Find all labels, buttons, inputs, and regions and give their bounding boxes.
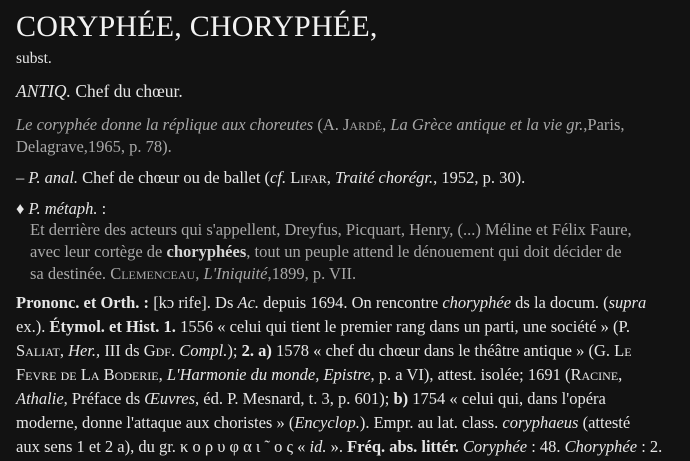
abbrev: Gdf. (143, 341, 176, 360)
author: Le (614, 341, 632, 360)
latin-term: coryphaeus (502, 413, 579, 432)
abbrev: supra (608, 293, 647, 312)
work-title: Œuvres (144, 389, 195, 408)
work-title: L'Harmonie du monde, Epistre (166, 365, 371, 384)
text: ); (227, 341, 242, 360)
text: III ds (100, 341, 144, 360)
work-title: Athalie (16, 389, 64, 408)
example-line-1 (16, 114, 625, 136)
section-label: Étymol. et Hist. 1. (49, 317, 176, 336)
etym-line-2 (16, 316, 630, 338)
text: , p. a VI), attest. isolée; 1691 ( (370, 365, 571, 384)
work-title: Her., (68, 341, 101, 360)
quote-text: , tout un peuple attend le dénouement qui doit décider de (246, 242, 622, 261)
sep: , (382, 115, 391, 134)
text: , éd. P. Mesnard, t. 3, p. 601); (195, 389, 394, 408)
section-label: Prononc. et Orth. : (16, 293, 150, 312)
text: , Préface ds (63, 389, 145, 408)
text: [kɔ rife]. Ds (149, 293, 238, 312)
ref-open: (A. (313, 115, 344, 134)
text: (attesté (578, 413, 631, 432)
text: 1556 « celui qui tient le premier rang dans un parti, une société » (P. (175, 317, 631, 336)
sense-metaphor (16, 198, 106, 220)
author: Racine (570, 365, 619, 384)
etym-line-1 (16, 292, 646, 314)
etym-line-3 (16, 340, 632, 362)
text: aux sens 1 et 2 a), du gr. κ ο ρ υ φ α ι ˜ ο ς « (16, 437, 310, 456)
part-of-speech: subst. (16, 50, 52, 67)
dash: – (16, 168, 29, 187)
cf-abbrev: cf. (270, 168, 287, 187)
author: Saliat (16, 341, 60, 360)
text: ds la docum. ( (511, 293, 609, 312)
abbrev: Encyclop. (294, 413, 360, 432)
quote-text: avec leur cortège de (30, 242, 167, 261)
author-lifar: Lifar (290, 168, 327, 187)
text: , (618, 365, 623, 384)
variant: Choryphée (564, 437, 638, 456)
quote-line-2 (30, 241, 622, 263)
ref-rest: ,1899, p. VII. (267, 264, 357, 283)
etym-line-4 (16, 364, 622, 386)
headword-mention: choryphées (166, 242, 247, 261)
ref-rest: ,Paris, (583, 115, 625, 134)
work-title: L'Iniquité (203, 264, 268, 283)
quote-line-3 (30, 263, 356, 285)
sep: , (195, 264, 204, 283)
author: Fevre de La Boderie (16, 365, 159, 384)
headword: CORYPHÉE, CHORYPHÉE, (16, 10, 378, 43)
domain-label: ANTIQ. (16, 81, 71, 101)
sense-definition: Chef de chœur ou de ballet ( (78, 168, 271, 187)
text: 1578 « chef du chœur dans le théâtre antique » (G. (271, 341, 615, 360)
author-jarde: Jardé (343, 115, 383, 134)
ref-rest: , 1952, p. 30). (433, 168, 526, 187)
variant: choryphée (442, 293, 512, 312)
variant: Coryphée (462, 437, 528, 456)
sub-label: b) (393, 389, 409, 408)
definition: Chef du chœur. (70, 81, 183, 101)
text: 1754 « celui qui, dans l'opéra (408, 389, 606, 408)
text: depuis 1694. On rencontre (259, 293, 443, 312)
etym-line-6 (16, 412, 630, 434)
work-title: La Grèce antique et la vie gr. (390, 115, 584, 134)
etym-line-7 (16, 436, 662, 458)
text: ). Empr. au lat. class. (359, 413, 503, 432)
text: ». (326, 437, 348, 456)
text: ex.). (16, 317, 50, 336)
sub-label: 2. a) (241, 341, 272, 360)
colon: : (97, 199, 107, 218)
sense-label: P. anal. (28, 168, 79, 187)
etym-line-5 (16, 388, 606, 410)
text: , (59, 341, 69, 360)
diamond-bullet-icon: ♦ (16, 199, 29, 218)
text: , (158, 365, 167, 384)
abbrev: Compl. (179, 341, 228, 360)
example-line-2: Delagrave,1965, p. 78). (16, 137, 172, 156)
sense-analogy (16, 167, 525, 189)
example-text: Le coryphée donne la réplique aux choreutes (16, 115, 314, 134)
abbrev: Ac. (237, 293, 260, 312)
sense-antiq (16, 80, 183, 102)
work-title: Traité chorégr. (334, 168, 434, 187)
abbrev: id. (309, 437, 327, 456)
sep: , (326, 168, 335, 187)
quote-text: sa destinée. (30, 264, 111, 283)
text: moderne, donne l'attaque aux choristes » ( (16, 413, 295, 432)
sense-label: P. métaph. (28, 199, 98, 218)
text: : 48. (527, 437, 565, 456)
text: : 2. (637, 437, 663, 456)
section-label: Fréq. abs. littér. (347, 437, 459, 456)
author-clemenceau: Clemenceau (110, 264, 196, 283)
quote-line-1: Et derrière des acteurs qui s'appellent, Dreyfus, Picquart, Henry, (...) Méline et Félix Faure, (30, 220, 632, 239)
